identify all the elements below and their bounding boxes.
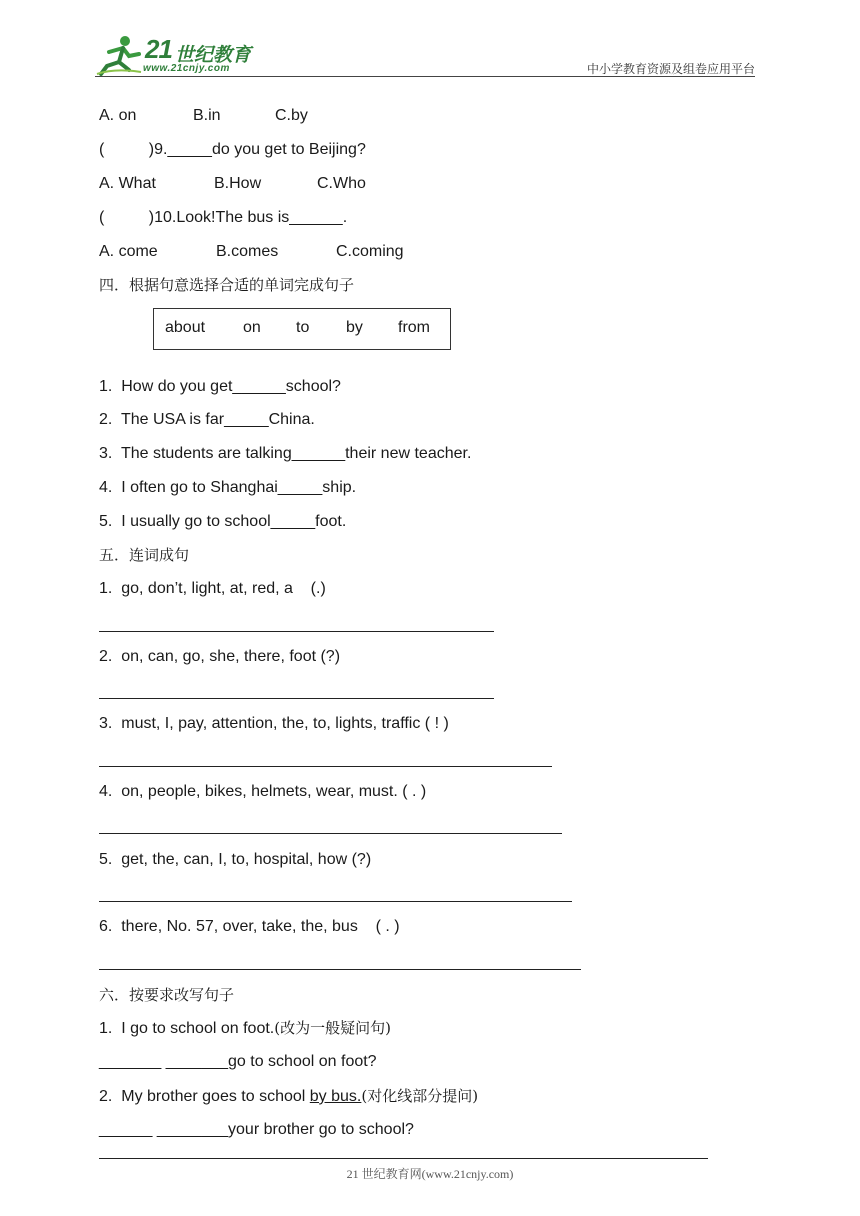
word-bank-item: from — [398, 319, 430, 336]
section6-item-1-answer: _______ _______go to school on foot? — [99, 1053, 377, 1070]
site-logo — [95, 30, 265, 80]
word-bank — [153, 308, 451, 350]
word-bank-item: by — [346, 319, 363, 336]
section5-item-3: 3. must, I, pay, attention, the, to, lights, traffic ( ! ) — [99, 715, 449, 732]
page-header — [95, 30, 755, 80]
section6-item-1-text: 1. I go to school on foot. — [99, 1020, 275, 1037]
footer-divider — [99, 1158, 708, 1159]
section4-title: 四．根据句意选择合适的单词完成句子 — [99, 276, 355, 294]
section6-item-2-answer: ______ ________your brother go to school? — [99, 1121, 414, 1138]
q9-stem: ( )9._____do you get to Beijing? — [99, 141, 366, 158]
answer-line — [99, 833, 562, 834]
section5-item-2: 2. on, can, go, she, there, foot (?) — [99, 648, 341, 665]
section4-item-4: 4. I often go to Shanghai_____ship. — [99, 479, 357, 496]
section4-item-2: 2. The USA is far_____China. — [99, 411, 315, 428]
logo-text: 世纪教育 — [175, 44, 252, 66]
section6-item-2-text: 2. My brother goes to school — [99, 1088, 310, 1105]
q10-stem: ( )10.Look!The bus is______. — [99, 209, 348, 226]
section5-item-4: 4. on, people, bikes, helmets, wear, must. ( . ) — [99, 783, 427, 800]
q8-option-a: A. on — [99, 107, 137, 124]
q8-option-c: C.by — [275, 107, 308, 124]
section4-item-5: 5. I usually go to school_____foot. — [99, 513, 347, 530]
word-bank-item: to — [296, 319, 310, 336]
q9-option-c: C.Who — [317, 175, 366, 192]
section4-item-1: 1. How do you get______school? — [99, 378, 341, 395]
logo-number: 21 — [145, 34, 172, 64]
runner-icon — [95, 34, 143, 76]
section6-item-1 — [99, 1018, 391, 1039]
section6-item-1-note: (改为一般疑问句) — [274, 1019, 391, 1037]
q9-option-b: B.How — [214, 175, 262, 192]
answer-line — [99, 766, 552, 767]
q8-option-b: B.in — [193, 107, 221, 124]
section6-item-2-note: (对化线部分提问) — [361, 1087, 479, 1105]
q10-option-c: C.coming — [336, 243, 404, 260]
section5-item-5: 5. get, the, can, I, to, hospital, how (?) — [99, 851, 372, 868]
logo-url: www.21cnjy.com — [143, 63, 230, 74]
word-bank-item: about — [165, 319, 206, 336]
q10-option-b: B.comes — [216, 243, 279, 260]
answer-line — [99, 631, 494, 632]
section5-item-1: 1. go, don’t, light, at, red, a (.) — [99, 580, 326, 597]
q9-option-a: A. What — [99, 175, 156, 192]
header-divider — [95, 76, 755, 77]
section5-title: 五．连词成句 — [99, 546, 190, 564]
section6-item-2-underlined: by bus. — [309, 1088, 362, 1105]
header-tagline: 中小学教育资源及组卷应用平台 — [586, 62, 755, 76]
section4-item-3: 3. The students are talking______their new teacher. — [99, 445, 472, 462]
answer-line — [99, 901, 572, 902]
section5-item-6: 6. there, No. 57, over, take, the, bus ( . ) — [99, 918, 400, 935]
page-footer: 21 世纪教育网(www.21cnjy.com) — [346, 1167, 514, 1181]
answer-line — [99, 969, 581, 970]
q10-option-a: A. come — [99, 243, 158, 260]
section6-title: 六．按要求改写句子 — [99, 986, 235, 1004]
section6-item-2 — [99, 1086, 478, 1107]
answer-line — [99, 698, 494, 699]
word-bank-item: on — [243, 319, 261, 336]
